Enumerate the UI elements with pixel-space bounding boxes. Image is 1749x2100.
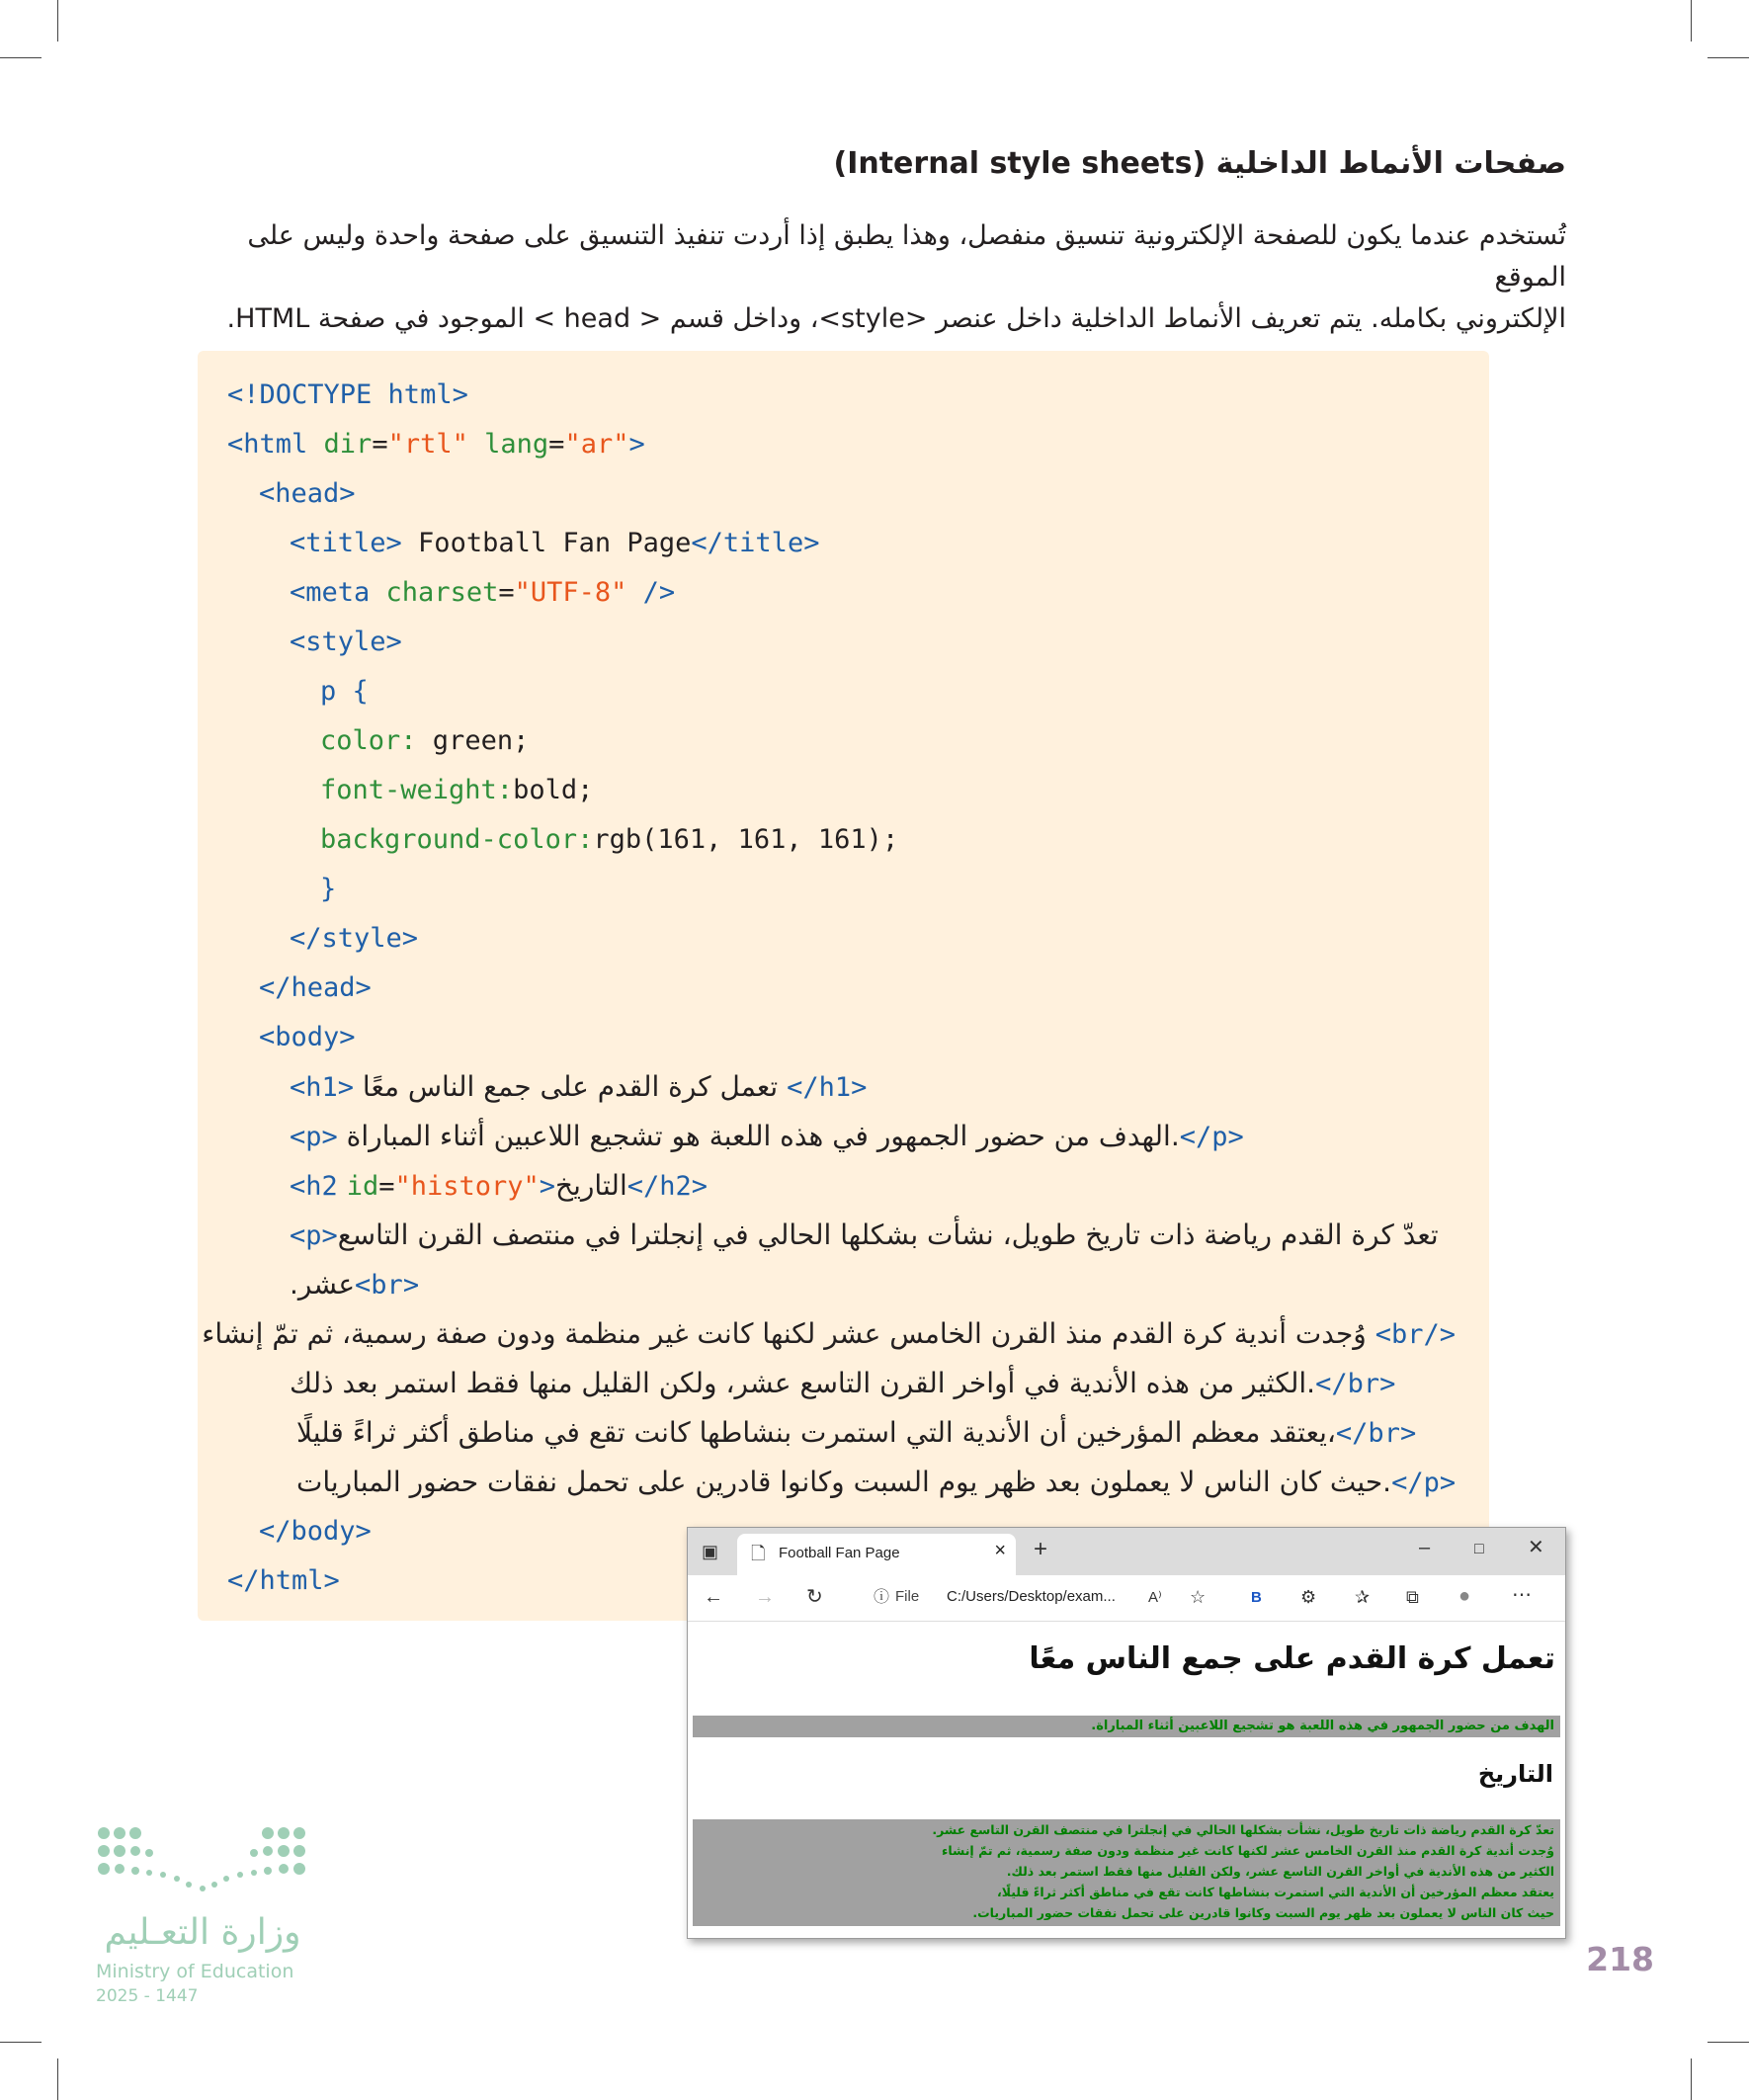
code-text: Football Fan Page (401, 528, 692, 558)
code-line (290, 1359, 1395, 1408)
read-aloud-icon[interactable]: A⁾ (1148, 1589, 1162, 1606)
intro-line: تُستخدم عندما يكون للصفحة الإلكترونية تنسيق منفصل، وهذا يطبق إذا أردت تنفيذ التنسيق على صفحة واحدة وليس على الموقع (247, 220, 1566, 293)
address-bar[interactable]: C:/Users/Desktop/exam... (947, 1588, 1116, 1605)
paragraph-line: الكثير من هذه الأندية في أواخر القرن التاسع عشر، ولكن القليل منها فقط استمر بعد ذلك. (1006, 1864, 1554, 1879)
more-icon[interactable]: ⋯ (1512, 1584, 1532, 1606)
bold-extension-icon[interactable]: B (1251, 1589, 1262, 1606)
code-tag: <p> (290, 1122, 338, 1152)
crop-mark (57, 2058, 58, 2100)
code-tag: </body> (259, 1516, 372, 1547)
code-line (290, 1062, 867, 1112)
code-property: background-color: (320, 824, 594, 855)
code-tag: <br> (355, 1270, 420, 1301)
refresh-icon[interactable]: ↻ (806, 1586, 823, 1608)
code-text: تعمل كرة القدم على جمع الناس معًا (354, 1070, 788, 1103)
code-line (290, 618, 402, 667)
paragraph-line: تعدّ كرة القدم رياضة ذات تاريخ طويل، نشأت بشكلها الحالي في إنجلترا في منتصف القرن التاسع عشر. (932, 1822, 1554, 1837)
crop-mark (0, 57, 42, 58)
code-line (202, 1309, 1456, 1359)
code-value: "rtl" (387, 429, 468, 460)
code-line: <h2 id="history">التاريخ</h2> (290, 1169, 708, 1202)
intro-paragraph (183, 215, 1566, 340)
code-line (320, 865, 336, 914)
code-tag: <style> (290, 627, 402, 657)
code-tag: <h1> (290, 1072, 355, 1103)
code-line: <html dir="rtl" lang="ar"> (227, 429, 645, 460)
back-icon[interactable]: ← (704, 1586, 723, 1608)
page-paragraph: الهدف من حضور الجمهور في هذه اللعبة هو تشجيع اللاعبين أثناء المباراة. (693, 1716, 1560, 1737)
tab-title: Football Fan Page (779, 1545, 900, 1561)
collections-icon[interactable]: ⧉ (1406, 1587, 1419, 1607)
code-line (290, 1112, 1244, 1161)
code-line (320, 815, 898, 865)
code-line (320, 667, 369, 716)
code-selector: p { (320, 676, 369, 707)
section-heading: صفحات الأنماط الداخلية (Internal style sheets) (833, 146, 1566, 181)
code-value: "UTF-8" (514, 577, 627, 608)
favorite-add-icon[interactable]: ☆ (1190, 1587, 1207, 1607)
code-text: عشر. (290, 1268, 356, 1301)
code-line (290, 914, 418, 964)
code-tag: </br> (1335, 1418, 1417, 1449)
ministry-name-en: Ministry of Education (96, 1961, 294, 1982)
code-line (290, 1260, 419, 1309)
browser-content (688, 1622, 1565, 1938)
code-line (320, 716, 529, 766)
code-tag: <head> (259, 478, 356, 509)
maximize-icon[interactable]: □ (1474, 1541, 1484, 1557)
code-property: font-weight: (320, 775, 514, 805)
page-paragraph (693, 1819, 1560, 1926)
window-close-icon[interactable]: ✕ (1528, 1537, 1544, 1558)
code-attr: charset (385, 577, 499, 608)
new-tab-icon[interactable]: + (1034, 1536, 1048, 1562)
code-text: .الكثير من هذه الأندية في أواخر القرن التاسع عشر، ولكن القليل منها فقط استمر بعد ذلك (290, 1367, 1316, 1399)
code-tag: </html> (227, 1565, 340, 1596)
code-attr: id (346, 1171, 379, 1202)
extensions-icon[interactable]: ⚙ (1300, 1587, 1317, 1607)
code-tag: </p> (1179, 1122, 1244, 1152)
code-line: <meta charset="UTF-8" /> (290, 577, 676, 608)
code-attr: dir (323, 429, 373, 460)
browser-tab[interactable] (737, 1534, 1016, 1575)
ministry-logo (94, 1823, 311, 1922)
crop-mark (1691, 2058, 1692, 2100)
code-line (290, 1211, 1439, 1260)
code-line (227, 1556, 340, 1606)
code-tag: <h2 (290, 1171, 338, 1202)
code-text: .حيث كان الناس لا يعملون بعد ظهر يوم السبت وكانوا قادرين على تحمل نفقات حضور المباريات (296, 1466, 1392, 1498)
code-text: green; (416, 725, 530, 756)
page-number: 218 (1586, 1940, 1654, 1978)
paragraph-line: يعتقد معظم المؤرخين أن الأندية التي استمرت بنشاطها كانت تقع في مناطق أكثر ثراءً قليلًا، (996, 1885, 1554, 1899)
paragraph-line: وُجدت أندية كرة القدم منذ القرن الخامس عشر لكنها كانت غير منظمة ودون صفة رسمية، ثم تمّ إنشاء (941, 1843, 1554, 1858)
code-tag: </title> (691, 528, 820, 558)
code-tag: </p> (1391, 1468, 1457, 1498)
favorites-icon[interactable]: ✰ (1355, 1587, 1371, 1607)
page-icon: 🗋 (751, 1544, 766, 1563)
code-text: وُجدت أندية كرة القدم منذ القرن الخامس عشر لكنها كانت غير منظمة ودون صفة رسمية، ثم تمّ إنشاء (202, 1317, 1367, 1350)
page-h1: تعمل كرة القدم على جمع الناس معًا (1029, 1641, 1555, 1676)
code-tag: </head> (259, 972, 372, 1003)
code-text: تعدّ كرة القدم رياضة ذات تاريخ طويل، نشأت بشكلها الحالي في إنجلترا في منتصف القرن التاسع (337, 1218, 1439, 1251)
ministry-year: 2025 - 1447 (96, 1986, 199, 2006)
code-value: "history" (394, 1171, 540, 1202)
intro-line: الإلكتروني بكامله. يتم تعريف الأنماط الداخلية داخل عنصر <style>، وداخل قسم < head > الموجود في صفحة HTML. (226, 303, 1566, 334)
crop-mark (0, 2042, 42, 2043)
crop-mark (1707, 57, 1749, 58)
code-tag: <p> (290, 1220, 338, 1251)
code-line (259, 1013, 356, 1062)
info-icon[interactable]: ⓘ (874, 1589, 890, 1606)
code-tag: </h1> (787, 1072, 868, 1103)
crop-mark (57, 0, 58, 42)
code-brace: } (320, 874, 337, 904)
code-text: التاريخ (555, 1169, 627, 1202)
code-tag: </br> (1374, 1319, 1456, 1350)
code-tag: <body> (259, 1022, 356, 1052)
code-attr: lang (484, 429, 549, 460)
profile-icon[interactable]: ● (1458, 1585, 1471, 1607)
browser-window (687, 1527, 1566, 1939)
code-line (259, 469, 356, 519)
tab-actions-icon[interactable]: ▣ (702, 1542, 719, 1561)
forward-icon[interactable]: → (755, 1586, 775, 1608)
code-text: rgb(161, 161, 161); (593, 824, 899, 855)
code-tag: </br> (1315, 1369, 1396, 1399)
minimize-icon[interactable]: – (1419, 1537, 1431, 1558)
code-text: bold; (513, 775, 594, 805)
code-text: .الهدف من حضور الجمهور في هذه اللعبة هو تشجيع اللاعبين أثناء المباراة (337, 1120, 1180, 1152)
code-value: "ar" (564, 429, 629, 460)
paragraph-line: حيث كان الناس لا يعملون بعد ظهر يوم السبت وكانوا قادرين على تحمل نفقات حضور المباريات. (972, 1905, 1554, 1920)
code-tag: <html (227, 429, 308, 460)
ministry-name-ar: وزارة التعـليم (104, 1912, 301, 1953)
code-tag: </style> (290, 923, 419, 954)
code-tag: <meta (290, 577, 371, 608)
code-block (198, 351, 1489, 1621)
code-tag: </h2> (626, 1171, 708, 1202)
code-line (259, 1507, 372, 1556)
code-line (290, 519, 819, 568)
code-line (259, 964, 372, 1013)
code-tag: /> (626, 577, 676, 608)
page-h2: التاريخ (1477, 1760, 1553, 1788)
code-tag: <title> (290, 528, 402, 558)
code-tag: <!DOCTYPE html> (227, 379, 468, 410)
browser-toolbar (688, 1575, 1565, 1622)
code-line (296, 1408, 1416, 1458)
code-line (227, 371, 468, 420)
code-line (320, 766, 593, 815)
browser-tab-bar (688, 1528, 1565, 1575)
crop-mark (1707, 2042, 1749, 2043)
file-label: File (895, 1588, 920, 1605)
code-line (296, 1458, 1456, 1507)
close-icon[interactable]: × (994, 1540, 1006, 1561)
code-tag: > (628, 429, 645, 460)
crop-mark (1691, 0, 1692, 42)
code-property: color: (320, 725, 417, 756)
code-text: ،يعتقد معظم المؤرخين أن الأندية التي استمرت بنشاطها كانت تقع في مناطق أكثر ثراءً قليلًا (296, 1416, 1336, 1449)
